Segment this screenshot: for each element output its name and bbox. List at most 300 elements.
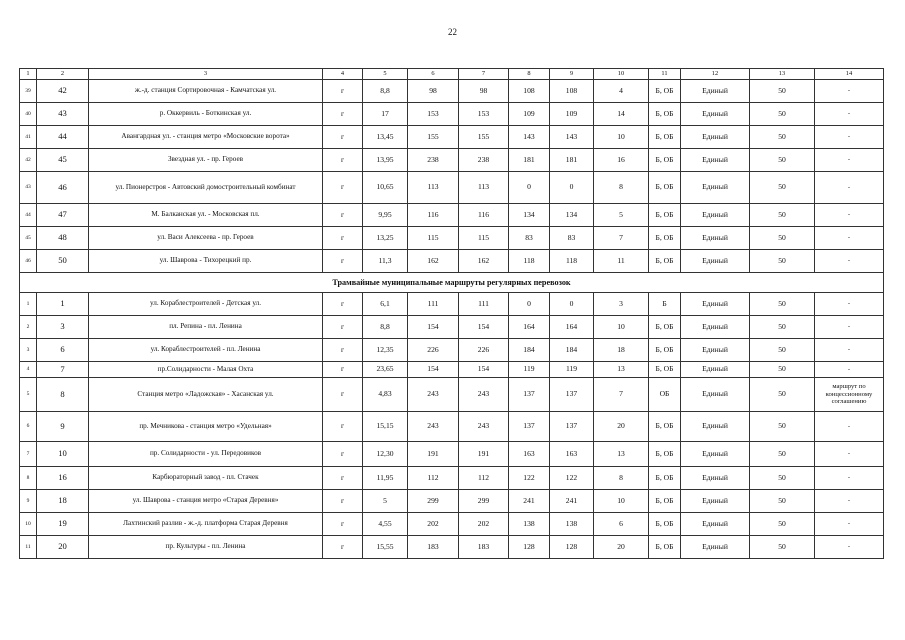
cell-route: ул. Шаврова - станция метро «Старая Деревня» <box>89 490 323 513</box>
cell-c12: Единый <box>681 103 750 126</box>
cell-c14: - <box>815 362 884 378</box>
column-header: 6 <box>408 69 459 80</box>
cell-c12: Единый <box>681 293 750 316</box>
cell-route: пр. Мечникова - станция метро «Удельная» <box>89 412 323 442</box>
cell-c7: 154 <box>459 362 509 378</box>
cell-c6: 162 <box>408 250 459 273</box>
cell-c11: ОБ <box>649 378 681 412</box>
cell-c6: 183 <box>408 536 459 559</box>
cell-c6: 154 <box>408 362 459 378</box>
cell-idx: 42 <box>20 149 37 172</box>
cell-c8: 122 <box>509 467 550 490</box>
table-row <box>20 293 884 316</box>
cell-num: 9 <box>37 412 89 442</box>
cell-c5: 13,25 <box>363 227 408 250</box>
table-row <box>20 442 884 467</box>
cell-c13: 50 <box>750 467 815 490</box>
cell-num: 44 <box>37 126 89 149</box>
cell-c10: 10 <box>594 126 649 149</box>
cell-c7: 111 <box>459 293 509 316</box>
cell-c14: - <box>815 536 884 559</box>
cell-c13: 50 <box>750 362 815 378</box>
cell-c5: 4,83 <box>363 378 408 412</box>
cell-c14: - <box>815 126 884 149</box>
cell-c13: 50 <box>750 293 815 316</box>
cell-c8: 184 <box>509 339 550 362</box>
cell-num: 47 <box>37 204 89 227</box>
cell-c6: 115 <box>408 227 459 250</box>
cell-c7: 243 <box>459 412 509 442</box>
cell-c7: 299 <box>459 490 509 513</box>
table-row <box>20 513 884 536</box>
cell-c9: 83 <box>550 227 594 250</box>
cell-route: ж.-д. станция Сортировочная - Камчатская ул. <box>89 80 323 103</box>
cell-c8: 143 <box>509 126 550 149</box>
cell-num: 46 <box>37 172 89 204</box>
cell-idx: 8 <box>20 467 37 490</box>
cell-c6: 226 <box>408 339 459 362</box>
cell-route: М. Балканская ул. - Московская пл. <box>89 204 323 227</box>
cell-c8: 164 <box>509 316 550 339</box>
cell-route: ул. Пионерстроя - Автовский домостроительный комбинат <box>89 172 323 204</box>
cell-c7: 116 <box>459 204 509 227</box>
cell-c12: Единый <box>681 490 750 513</box>
cell-c14: - <box>815 80 884 103</box>
cell-c8: 137 <box>509 378 550 412</box>
cell-c11: Б, ОБ <box>649 513 681 536</box>
cell-c7: 98 <box>459 80 509 103</box>
cell-c11: Б, ОБ <box>649 227 681 250</box>
cell-c12: Единый <box>681 126 750 149</box>
cell-c4: г <box>323 490 363 513</box>
cell-route: пр.Солидарности - Малая Охта <box>89 362 323 378</box>
cell-c12: Единый <box>681 362 750 378</box>
cell-c9: 138 <box>550 513 594 536</box>
cell-c7: 162 <box>459 250 509 273</box>
cell-c12: Единый <box>681 250 750 273</box>
cell-c14: - <box>815 513 884 536</box>
cell-c4: г <box>323 227 363 250</box>
cell-c10: 20 <box>594 412 649 442</box>
cell-idx: 5 <box>20 378 37 412</box>
cell-c6: 155 <box>408 126 459 149</box>
cell-c5: 17 <box>363 103 408 126</box>
cell-c11: Б, ОБ <box>649 412 681 442</box>
cell-c5: 13,95 <box>363 149 408 172</box>
cell-c4: г <box>323 467 363 490</box>
table-row <box>20 149 884 172</box>
cell-route: ул. Шаврова - Тихорецкий пр. <box>89 250 323 273</box>
cell-c10: 13 <box>594 362 649 378</box>
cell-idx: 41 <box>20 126 37 149</box>
cell-num: 10 <box>37 442 89 467</box>
cell-c10: 10 <box>594 490 649 513</box>
cell-route: ул. Васи Алексеева - пр. Героев <box>89 227 323 250</box>
cell-c9: 119 <box>550 362 594 378</box>
cell-c12: Единый <box>681 442 750 467</box>
cell-c5: 6,1 <box>363 293 408 316</box>
cell-c14: - <box>815 467 884 490</box>
cell-c6: 154 <box>408 316 459 339</box>
cell-c13: 50 <box>750 316 815 339</box>
cell-c9: 128 <box>550 536 594 559</box>
section-title: Трамвайные муниципальные маршруты регулярных перевозок <box>20 273 884 293</box>
cell-idx: 1 <box>20 293 37 316</box>
cell-c4: г <box>323 378 363 412</box>
cell-route: пр. Культуры - пл. Ленина <box>89 536 323 559</box>
cell-c13: 50 <box>750 103 815 126</box>
cell-c10: 7 <box>594 227 649 250</box>
cell-c9: 108 <box>550 80 594 103</box>
cell-c5: 15,55 <box>363 536 408 559</box>
cell-num: 7 <box>37 362 89 378</box>
cell-c8: 138 <box>509 513 550 536</box>
cell-c9: 164 <box>550 316 594 339</box>
cell-c11: Б, ОБ <box>649 80 681 103</box>
cell-idx: 7 <box>20 442 37 467</box>
cell-c11: Б, ОБ <box>649 490 681 513</box>
cell-c9: 163 <box>550 442 594 467</box>
cell-c14: - <box>815 204 884 227</box>
cell-c10: 11 <box>594 250 649 273</box>
cell-idx: 6 <box>20 412 37 442</box>
cell-c10: 10 <box>594 316 649 339</box>
table-row <box>20 362 884 378</box>
table-row <box>20 467 884 490</box>
cell-c6: 98 <box>408 80 459 103</box>
cell-c9: 241 <box>550 490 594 513</box>
cell-c12: Единый <box>681 204 750 227</box>
cell-num: 8 <box>37 378 89 412</box>
cell-c12: Единый <box>681 80 750 103</box>
column-header: 2 <box>37 69 89 80</box>
cell-num: 43 <box>37 103 89 126</box>
cell-route: пр. Солидарности - ул. Передовиков <box>89 442 323 467</box>
table-row <box>20 103 884 126</box>
cell-c11: Б, ОБ <box>649 126 681 149</box>
table-row <box>20 204 884 227</box>
cell-c12: Единый <box>681 316 750 339</box>
routes-table <box>19 68 884 559</box>
column-header: 7 <box>459 69 509 80</box>
column-header: 8 <box>509 69 550 80</box>
cell-num: 48 <box>37 227 89 250</box>
cell-c11: Б, ОБ <box>649 250 681 273</box>
cell-num: 20 <box>37 536 89 559</box>
table-row <box>20 80 884 103</box>
table-row <box>20 126 884 149</box>
table-row <box>20 490 884 513</box>
cell-c4: г <box>323 442 363 467</box>
cell-c7: 155 <box>459 126 509 149</box>
cell-c14: - <box>815 149 884 172</box>
cell-route: пл. Репина - пл. Ленина <box>89 316 323 339</box>
cell-c9: 109 <box>550 103 594 126</box>
cell-c13: 50 <box>750 339 815 362</box>
cell-c14: - <box>815 103 884 126</box>
cell-c13: 50 <box>750 250 815 273</box>
cell-c14: - <box>815 316 884 339</box>
cell-c8: 128 <box>509 536 550 559</box>
cell-c14: - <box>815 442 884 467</box>
cell-c4: г <box>323 513 363 536</box>
column-header: 1 <box>20 69 37 80</box>
cell-c5: 23,65 <box>363 362 408 378</box>
cell-c4: г <box>323 149 363 172</box>
cell-c4: г <box>323 316 363 339</box>
cell-num: 19 <box>37 513 89 536</box>
cell-num: 6 <box>37 339 89 362</box>
cell-c4: г <box>323 293 363 316</box>
cell-c10: 13 <box>594 442 649 467</box>
cell-c8: 181 <box>509 149 550 172</box>
cell-c6: 299 <box>408 490 459 513</box>
cell-route: р. Оккервиль - Боткинская ул. <box>89 103 323 126</box>
cell-c9: 0 <box>550 172 594 204</box>
cell-c8: 119 <box>509 362 550 378</box>
cell-c13: 50 <box>750 536 815 559</box>
cell-c12: Единый <box>681 467 750 490</box>
cell-c7: 202 <box>459 513 509 536</box>
cell-c5: 4,55 <box>363 513 408 536</box>
cell-c6: 202 <box>408 513 459 536</box>
table-row <box>20 316 884 339</box>
cell-c10: 4 <box>594 80 649 103</box>
table-row <box>20 339 884 362</box>
cell-c11: Б, ОБ <box>649 103 681 126</box>
cell-c4: г <box>323 80 363 103</box>
cell-c11: Б, ОБ <box>649 149 681 172</box>
cell-route: ул. Кораблестроителей - Детская ул. <box>89 293 323 316</box>
cell-idx: 45 <box>20 227 37 250</box>
cell-c10: 7 <box>594 378 649 412</box>
cell-c9: 134 <box>550 204 594 227</box>
cell-c12: Единый <box>681 378 750 412</box>
cell-route: Карбюраторный завод - пл. Стачек <box>89 467 323 490</box>
cell-c13: 50 <box>750 149 815 172</box>
cell-num: 1 <box>37 293 89 316</box>
table-row <box>20 378 884 412</box>
cell-c9: 184 <box>550 339 594 362</box>
cell-c5: 8,8 <box>363 316 408 339</box>
cell-c6: 243 <box>408 412 459 442</box>
cell-c11: Б, ОБ <box>649 316 681 339</box>
cell-c4: г <box>323 412 363 442</box>
column-header: 4 <box>323 69 363 80</box>
cell-c4: г <box>323 536 363 559</box>
cell-c5: 9,95 <box>363 204 408 227</box>
cell-c4: г <box>323 126 363 149</box>
cell-c5: 12,30 <box>363 442 408 467</box>
column-header: 9 <box>550 69 594 80</box>
cell-idx: 4 <box>20 362 37 378</box>
cell-c9: 143 <box>550 126 594 149</box>
cell-c10: 16 <box>594 149 649 172</box>
cell-c10: 14 <box>594 103 649 126</box>
cell-c5: 11,95 <box>363 467 408 490</box>
column-header: 13 <box>750 69 815 80</box>
cell-c13: 50 <box>750 378 815 412</box>
cell-c12: Единый <box>681 227 750 250</box>
table-row <box>20 172 884 204</box>
cell-c14: - <box>815 339 884 362</box>
table-row <box>20 250 884 273</box>
column-header: 14 <box>815 69 884 80</box>
cell-c7: 183 <box>459 536 509 559</box>
cell-c6: 238 <box>408 149 459 172</box>
cell-c8: 83 <box>509 227 550 250</box>
cell-c4: г <box>323 362 363 378</box>
page-number: 22 <box>448 27 457 37</box>
cell-c8: 163 <box>509 442 550 467</box>
cell-c12: Единый <box>681 172 750 204</box>
cell-c14: - <box>815 293 884 316</box>
cell-c5: 13,45 <box>363 126 408 149</box>
cell-c9: 137 <box>550 412 594 442</box>
cell-c8: 241 <box>509 490 550 513</box>
cell-idx: 11 <box>20 536 37 559</box>
cell-c6: 111 <box>408 293 459 316</box>
cell-route: Лахтинский разлив - ж.-д. платформа Старая Деревня <box>89 513 323 536</box>
cell-c13: 50 <box>750 490 815 513</box>
cell-c5: 8,8 <box>363 80 408 103</box>
cell-c7: 112 <box>459 467 509 490</box>
cell-c12: Единый <box>681 149 750 172</box>
cell-c4: г <box>323 339 363 362</box>
cell-c11: Б, ОБ <box>649 467 681 490</box>
cell-idx: 10 <box>20 513 37 536</box>
cell-c10: 8 <box>594 172 649 204</box>
cell-c13: 50 <box>750 172 815 204</box>
cell-c8: 0 <box>509 172 550 204</box>
column-header: 5 <box>363 69 408 80</box>
cell-idx: 43 <box>20 172 37 204</box>
cell-c12: Единый <box>681 513 750 536</box>
cell-c7: 243 <box>459 378 509 412</box>
cell-c10: 8 <box>594 467 649 490</box>
cell-route: ул. Кораблестроителей - пл. Ленина <box>89 339 323 362</box>
cell-c13: 50 <box>750 227 815 250</box>
cell-idx: 9 <box>20 490 37 513</box>
cell-c5: 15,15 <box>363 412 408 442</box>
cell-c5: 10,65 <box>363 172 408 204</box>
cell-c8: 134 <box>509 204 550 227</box>
cell-c8: 0 <box>509 293 550 316</box>
cell-c7: 226 <box>459 339 509 362</box>
cell-c8: 109 <box>509 103 550 126</box>
cell-num: 50 <box>37 250 89 273</box>
cell-c7: 191 <box>459 442 509 467</box>
cell-idx: 2 <box>20 316 37 339</box>
cell-c14: маршрут по концессионному соглашению <box>815 378 884 412</box>
header-row <box>20 69 884 80</box>
cell-c10: 20 <box>594 536 649 559</box>
cell-num: 3 <box>37 316 89 339</box>
cell-num: 42 <box>37 80 89 103</box>
cell-c10: 3 <box>594 293 649 316</box>
cell-route: Авангардная ул. - станция метро «Московские ворота» <box>89 126 323 149</box>
cell-c11: Б, ОБ <box>649 362 681 378</box>
cell-c6: 113 <box>408 172 459 204</box>
cell-c13: 50 <box>750 126 815 149</box>
table-row <box>20 412 884 442</box>
cell-c7: 238 <box>459 149 509 172</box>
cell-idx: 44 <box>20 204 37 227</box>
cell-c9: 0 <box>550 293 594 316</box>
cell-c7: 154 <box>459 316 509 339</box>
cell-c4: г <box>323 204 363 227</box>
cell-c10: 6 <box>594 513 649 536</box>
cell-c8: 137 <box>509 412 550 442</box>
cell-c7: 115 <box>459 227 509 250</box>
table-row <box>20 536 884 559</box>
cell-c4: г <box>323 103 363 126</box>
column-header: 10 <box>594 69 649 80</box>
cell-c11: Б, ОБ <box>649 339 681 362</box>
cell-c9: 118 <box>550 250 594 273</box>
cell-c7: 153 <box>459 103 509 126</box>
cell-num: 45 <box>37 149 89 172</box>
cell-idx: 39 <box>20 80 37 103</box>
cell-c14: - <box>815 490 884 513</box>
cell-c11: Б, ОБ <box>649 204 681 227</box>
column-header: 11 <box>649 69 681 80</box>
cell-c11: Б, ОБ <box>649 172 681 204</box>
cell-num: 16 <box>37 467 89 490</box>
cell-c13: 50 <box>750 204 815 227</box>
cell-idx: 40 <box>20 103 37 126</box>
cell-idx: 3 <box>20 339 37 362</box>
cell-c12: Единый <box>681 412 750 442</box>
cell-c6: 191 <box>408 442 459 467</box>
cell-c6: 112 <box>408 467 459 490</box>
cell-c14: - <box>815 227 884 250</box>
cell-c12: Единый <box>681 536 750 559</box>
column-header: 12 <box>681 69 750 80</box>
cell-c4: г <box>323 172 363 204</box>
cell-idx: 46 <box>20 250 37 273</box>
cell-c13: 50 <box>750 513 815 536</box>
cell-route: Станция метро «Ладожская» - Хасанская ул. <box>89 378 323 412</box>
column-header: 3 <box>89 69 323 80</box>
section-row <box>20 273 884 293</box>
cell-c6: 116 <box>408 204 459 227</box>
cell-c11: Б <box>649 293 681 316</box>
cell-c7: 113 <box>459 172 509 204</box>
cell-c14: - <box>815 172 884 204</box>
cell-c5: 5 <box>363 490 408 513</box>
cell-c14: - <box>815 250 884 273</box>
cell-c4: г <box>323 250 363 273</box>
cell-route: Звездная ул. - пр. Героев <box>89 149 323 172</box>
cell-c13: 50 <box>750 442 815 467</box>
table-row <box>20 227 884 250</box>
cell-c10: 5 <box>594 204 649 227</box>
cell-c11: Б, ОБ <box>649 442 681 467</box>
cell-c11: Б, ОБ <box>649 536 681 559</box>
cell-c13: 50 <box>750 412 815 442</box>
cell-c10: 18 <box>594 339 649 362</box>
cell-c9: 181 <box>550 149 594 172</box>
cell-c5: 12,35 <box>363 339 408 362</box>
cell-c9: 137 <box>550 378 594 412</box>
cell-c8: 108 <box>509 80 550 103</box>
cell-c13: 50 <box>750 80 815 103</box>
cell-c8: 118 <box>509 250 550 273</box>
cell-c9: 122 <box>550 467 594 490</box>
cell-c6: 153 <box>408 103 459 126</box>
cell-c6: 243 <box>408 378 459 412</box>
